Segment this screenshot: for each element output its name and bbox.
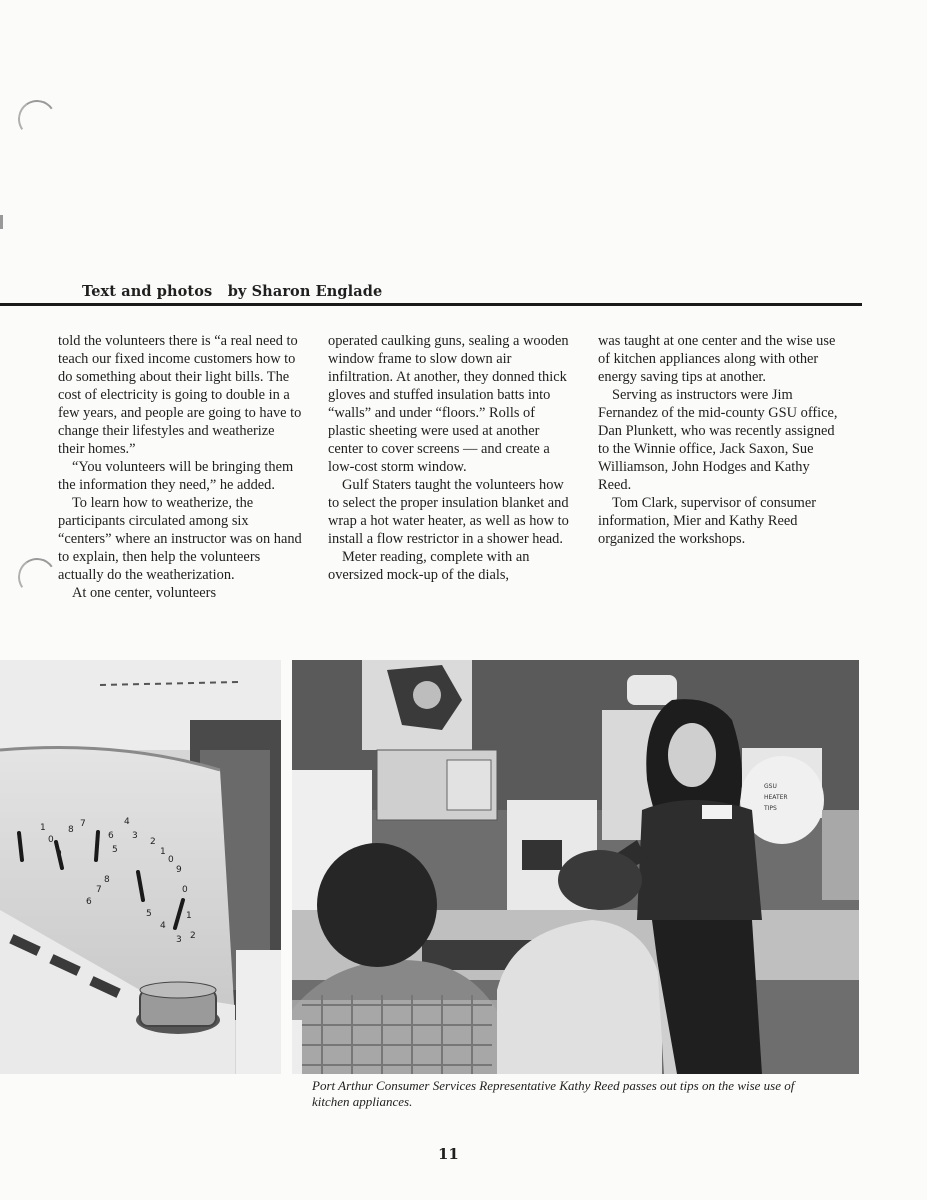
meter-digit: 1	[160, 847, 166, 857]
byline: Text and photos by Sharon Englade	[82, 283, 383, 300]
paragraph: Meter reading, complete with an oversized mock-up of the dials,	[328, 549, 530, 583]
meter-digit: 5	[112, 845, 118, 855]
sign-text: TIPS	[764, 805, 777, 812]
page-number: 11	[438, 1145, 459, 1163]
sign-text: HEATER	[764, 794, 788, 801]
meter-digit: 8	[104, 875, 110, 885]
scan-edge-mark	[0, 215, 3, 229]
paragraph: At one center, volunteers	[72, 585, 217, 601]
text-column-3	[598, 332, 843, 548]
paragraph: operated caulking guns, sealing a wooden window frame to slow down air infiltration. At another, they donned thick gloves and stuffed insulation batts into “walls” and under “floors.” Rolls of plastic sheeting were used at another center to cover screens — and create a low-cost storm window.	[328, 333, 569, 475]
meter-mockup-photo	[0, 660, 281, 1074]
meter-digit: 6	[108, 831, 114, 841]
meter-digit: 2	[190, 931, 196, 941]
header-rule	[0, 303, 862, 306]
paragraph: Gulf Staters taught the volunteers how to select the proper insulation blanket and wrap a hot water heater, as well as how to install a flow restrictor in a shower head.	[328, 477, 569, 547]
paragraph: was taught at one center and the wise use of kitchen appliances along with other energy saving tips at another.	[598, 333, 836, 385]
sign-text: GSU	[764, 783, 777, 790]
photo-caption: Port Arthur Consumer Services Representative Kathy Reed passes out tips on the wise use of kitchen appliances.	[312, 1078, 795, 1109]
meter-digit: 8	[68, 825, 74, 835]
meter-digit: 1	[40, 823, 46, 833]
meter-digit: 3	[132, 831, 138, 841]
meter-digit: 0	[182, 885, 188, 895]
text-column-1	[58, 332, 303, 602]
paragraph: To learn how to weatherize, the participants circulated among six “centers” where an instructor was on hand to explain, then help the volunteers actually do the weatherization.	[58, 495, 302, 583]
meter-digit: 9	[176, 865, 182, 875]
meter-digit: 2	[150, 837, 156, 847]
text-column-2	[328, 332, 573, 584]
meter-digit: 4	[124, 817, 130, 827]
meter-digit: 3	[176, 935, 182, 945]
meter-digit: 0	[48, 835, 54, 845]
meter-digit: 7	[80, 819, 86, 829]
paragraph: Tom Clark, supervisor of consumer information, Mier and Kathy Reed organized the workshops.	[598, 495, 817, 547]
meter-digit: 7	[96, 885, 102, 895]
meter-digit: 5	[146, 909, 152, 919]
instructor-photo	[292, 660, 859, 1074]
meter-digit: 4	[160, 921, 166, 931]
meter-digit: 9	[56, 849, 62, 859]
meter-digit: 6	[86, 897, 92, 907]
paragraph: “You volunteers will be bringing them the information they need,” he added.	[58, 459, 294, 493]
meter-digit: 1	[186, 911, 192, 921]
paragraph: told the volunteers there is “a real need to teach our fixed income customers how to do something about their light bills. The cost of electricity is going to double in a few years, and people are going to have to change their lifestyles and weatherize their homes.”	[58, 333, 302, 457]
binder-hole	[15, 97, 59, 141]
binder-hole	[15, 555, 59, 599]
paragraph: Serving as instructors were Jim Fernandez of the mid-county GSU office, Dan Plunkett, who was recently assigned to the Winnie office, Jack Saxon, Sue Williamson, John Hodges and Kathy Reed.	[598, 387, 838, 493]
meter-digit: 0	[168, 855, 174, 865]
